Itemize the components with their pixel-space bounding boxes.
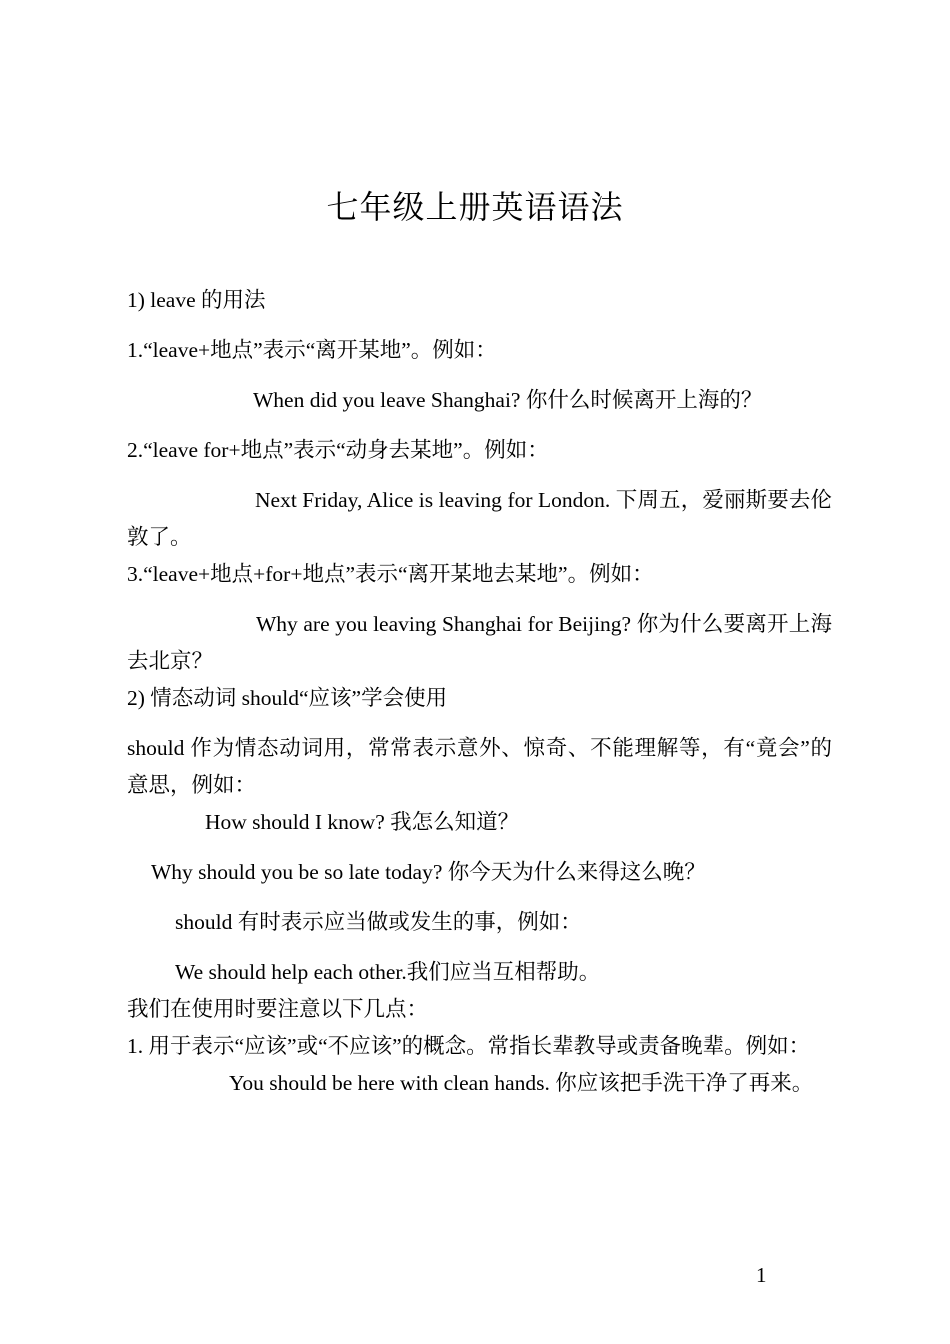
example-4: How should I know? 我怎么知道？: [205, 810, 520, 834]
section-heading-should: 2) 情态动词 should“应该”学会使用: [127, 686, 448, 710]
rule-1: 1.“leave+地点”表示“离开某地”。例如：: [127, 338, 497, 362]
point-1: 1. 用于表示“应该”或“不应该”的概念。常指长辈教导或责备晚辈。例如：: [127, 1034, 811, 1058]
example-3: Why are you leaving Shanghai for Beijing? 你为什么要离开上海去北京？: [127, 612, 832, 673]
rule-3: 3.“leave+地点+for+地点”表示“离开某地去某地”。例如：: [127, 562, 654, 586]
should-explanation: should 作为情态动词用，常常表示意外、惊奇、不能理解等，有“竟会”的意思，例如：: [127, 736, 832, 797]
rule-2: 2.“leave for+地点”表示“动身去某地”。例如：: [127, 438, 549, 462]
example-7: You should be here with clean hands. 你应该把手洗干净了再来。: [229, 1071, 814, 1095]
section-heading-leave: 1) leave 的用法: [127, 288, 266, 312]
example-6: We should help each other.我们应当互相帮助。: [175, 960, 601, 984]
attention-points-intro: 我们在使用时要注意以下几点：: [127, 997, 429, 1021]
document-body: [127, 282, 832, 1102]
example-2: Next Friday, Alice is leaving for London. 下周五，爱丽斯要去伦敦了。: [127, 488, 832, 549]
example-1: When did you leave Shanghai? 你什么时候离开上海的？: [253, 388, 763, 412]
example-5: Why should you be so late today? 你今天为什么来得这么晚？: [151, 860, 706, 884]
document-title: 七年级上册英语语法: [326, 188, 624, 226]
page-number: 1: [756, 1263, 767, 1287]
should-usage-note: should 有时表示应当做或发生的事，例如：: [175, 910, 582, 934]
